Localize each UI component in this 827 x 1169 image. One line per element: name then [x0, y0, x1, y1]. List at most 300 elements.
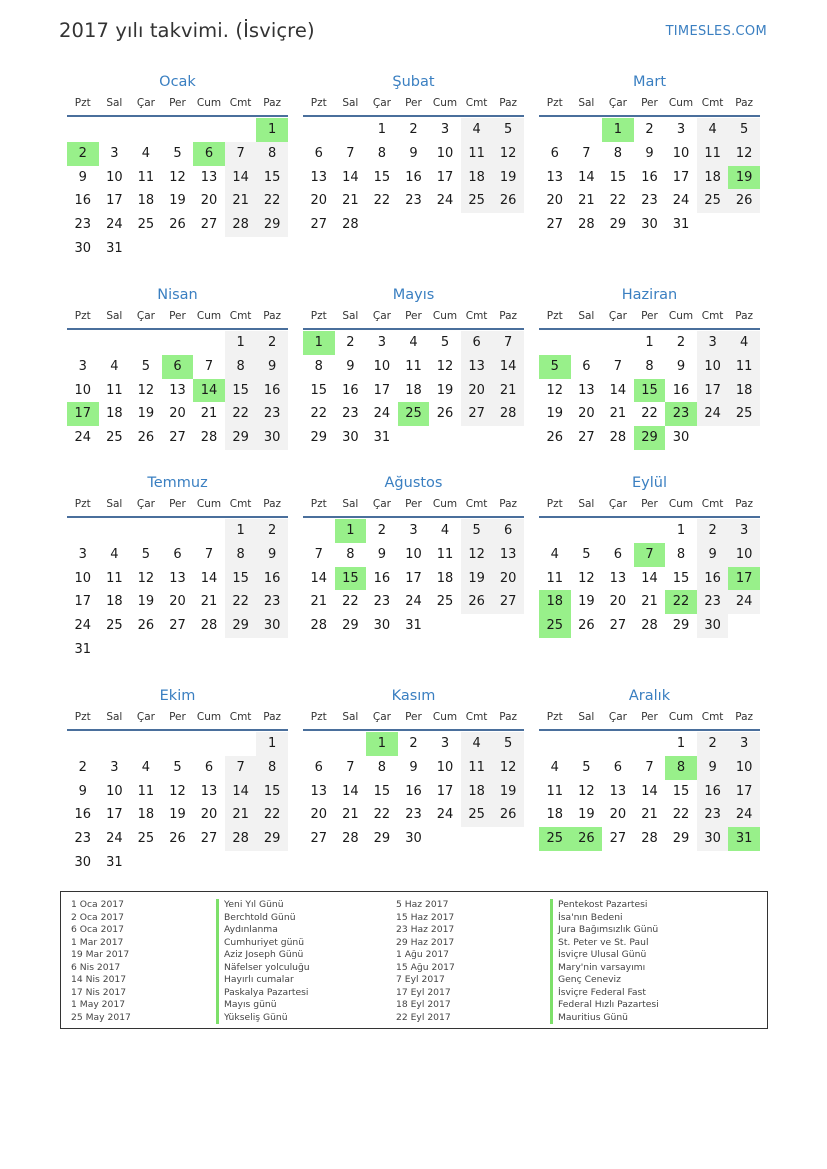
day-cell[interactable]: 28	[200, 430, 218, 446]
day-cell[interactable]: 19	[137, 406, 155, 422]
day-cell[interactable]: 28	[225, 213, 257, 237]
day-cell[interactable]: 14	[342, 169, 359, 185]
day-cell[interactable]: 12	[137, 382, 155, 398]
day-cell[interactable]: 25	[728, 402, 760, 426]
day-cell[interactable]: 13	[200, 783, 218, 799]
day-cell[interactable]: 16	[405, 783, 422, 799]
day-cell[interactable]: 21	[492, 379, 524, 403]
day-cell[interactable]: 19	[137, 594, 155, 610]
day-cell[interactable]: 5	[141, 358, 151, 374]
day-cell[interactable]: 16	[672, 382, 690, 398]
day-cell[interactable]: 2	[409, 736, 418, 751]
day-cell[interactable]: 28	[225, 827, 257, 851]
day-cell[interactable]: 12	[461, 543, 493, 567]
day-cell[interactable]: 11	[697, 142, 729, 166]
day-cell[interactable]: 7	[204, 358, 214, 374]
day-cell[interactable]: 1	[377, 122, 387, 137]
day-cell[interactable]: 24	[697, 402, 729, 426]
day-cell[interactable]: 19	[492, 166, 524, 190]
holiday-day-cell[interactable]: 26	[571, 827, 603, 851]
day-cell[interactable]: 11	[461, 756, 493, 780]
day-cell[interactable]: 26	[137, 618, 155, 634]
day-cell[interactable]: 23	[256, 590, 288, 614]
day-cell[interactable]: 9	[377, 546, 387, 562]
day-cell[interactable]: 7	[204, 546, 214, 562]
day-cell[interactable]: 31	[373, 430, 391, 446]
day-cell[interactable]: 17	[728, 780, 760, 804]
day-cell[interactable]: 30	[256, 614, 288, 638]
day-cell[interactable]: 9	[409, 759, 418, 775]
day-cell[interactable]: 1	[645, 335, 654, 350]
day-cell[interactable]: 12	[492, 142, 524, 166]
day-cell[interactable]: 3	[409, 523, 418, 538]
day-cell[interactable]: 9	[256, 543, 288, 567]
day-cell[interactable]: 27	[578, 430, 595, 446]
day-cell[interactable]: 27	[200, 217, 218, 233]
day-cell[interactable]: 11	[728, 355, 760, 379]
day-cell[interactable]: 23	[405, 193, 422, 209]
day-cell[interactable]: 29	[256, 213, 288, 237]
day-cell[interactable]: 5	[728, 118, 760, 142]
day-cell[interactable]: 15	[609, 169, 627, 185]
holiday-day-cell[interactable]: 2	[67, 142, 99, 166]
day-cell[interactable]: 12	[578, 783, 595, 799]
day-cell[interactable]: 9	[409, 145, 418, 161]
day-cell[interactable]: 29	[609, 217, 627, 233]
day-cell[interactable]: 18	[137, 193, 155, 209]
day-cell[interactable]: 11	[546, 783, 564, 799]
day-cell[interactable]: 31	[106, 240, 123, 256]
day-cell[interactable]: 13	[609, 570, 627, 586]
day-cell[interactable]: 4	[461, 118, 493, 142]
day-cell[interactable]: 21	[310, 594, 328, 610]
day-cell[interactable]: 7	[492, 331, 524, 355]
day-cell[interactable]: 20	[609, 594, 627, 610]
day-cell[interactable]: 16	[641, 169, 658, 185]
day-cell[interactable]: 28	[641, 618, 658, 634]
day-cell[interactable]: 8	[346, 546, 355, 562]
day-cell[interactable]: 12	[169, 169, 186, 185]
day-cell[interactable]: 25	[137, 831, 155, 847]
brand-link[interactable]: TIMESLES.COM	[665, 24, 767, 39]
holiday-day-cell[interactable]: 5	[539, 355, 571, 379]
day-cell[interactable]: 7	[314, 546, 323, 562]
day-cell[interactable]: 26	[169, 217, 186, 233]
day-cell[interactable]: 3	[697, 331, 729, 355]
day-cell[interactable]: 14	[225, 780, 257, 804]
day-cell[interactable]: 11	[137, 169, 155, 185]
day-cell[interactable]: 2	[697, 519, 729, 543]
day-cell[interactable]: 25	[436, 594, 454, 610]
day-cell[interactable]: 10	[728, 543, 760, 567]
day-cell[interactable]: 4	[550, 759, 559, 775]
day-cell[interactable]: 20	[461, 379, 493, 403]
day-cell[interactable]: 24	[405, 594, 422, 610]
day-cell[interactable]: 16	[373, 570, 391, 586]
day-cell[interactable]: 6	[204, 759, 214, 775]
holiday-day-cell[interactable]: 15	[634, 379, 666, 403]
day-cell[interactable]: 7	[346, 759, 355, 775]
day-cell[interactable]: 16	[342, 382, 359, 398]
day-cell[interactable]: 6	[550, 145, 559, 161]
day-cell[interactable]: 21	[641, 807, 658, 823]
holiday-day-cell[interactable]: 6	[193, 142, 225, 166]
day-cell[interactable]: 20	[200, 807, 218, 823]
day-cell[interactable]: 2	[676, 335, 686, 350]
day-cell[interactable]: 30	[697, 827, 729, 851]
day-cell[interactable]: 13	[609, 783, 627, 799]
day-cell[interactable]: 28	[342, 831, 359, 847]
day-cell[interactable]: 9	[78, 169, 87, 185]
day-cell[interactable]: 6	[314, 145, 323, 161]
day-cell[interactable]: 18	[106, 594, 123, 610]
day-cell[interactable]: 27	[169, 430, 186, 446]
day-cell[interactable]: 14	[342, 783, 359, 799]
day-cell[interactable]: 19	[492, 780, 524, 804]
day-cell[interactable]: 18	[728, 379, 760, 403]
day-cell[interactable]: 11	[106, 382, 123, 398]
day-cell[interactable]: 7	[225, 142, 257, 166]
day-cell[interactable]: 19	[169, 807, 186, 823]
day-cell[interactable]: 25	[137, 217, 155, 233]
day-cell[interactable]: 24	[672, 193, 690, 209]
day-cell[interactable]: 19	[436, 382, 454, 398]
day-cell[interactable]: 4	[141, 145, 151, 161]
day-cell[interactable]: 19	[578, 594, 595, 610]
day-cell[interactable]: 18	[137, 807, 155, 823]
day-cell[interactable]: 28	[609, 430, 627, 446]
day-cell[interactable]: 30	[672, 430, 690, 446]
day-cell[interactable]: 22	[641, 406, 658, 422]
holiday-day-cell[interactable]: 1	[602, 118, 634, 142]
holiday-day-cell[interactable]: 1	[256, 118, 288, 142]
holiday-day-cell[interactable]: 18	[539, 590, 571, 614]
day-cell[interactable]: 15	[672, 570, 690, 586]
day-cell[interactable]: 3	[110, 145, 119, 161]
day-cell[interactable]: 26	[461, 590, 493, 614]
day-cell[interactable]: 26	[578, 618, 595, 634]
day-cell[interactable]: 31	[672, 217, 690, 233]
day-cell[interactable]: 5	[492, 732, 524, 756]
day-cell[interactable]: 13	[546, 169, 564, 185]
day-cell[interactable]: 30	[256, 426, 288, 450]
day-cell[interactable]: 2	[409, 122, 418, 137]
day-cell[interactable]: 21	[342, 807, 359, 823]
day-cell[interactable]: 18	[546, 807, 564, 823]
day-cell[interactable]: 14	[578, 169, 595, 185]
day-cell[interactable]: 31	[405, 618, 422, 634]
day-cell[interactable]: 3	[728, 519, 760, 543]
day-cell[interactable]: 18	[461, 166, 493, 190]
holiday-day-cell[interactable]: 17	[728, 567, 760, 591]
day-cell[interactable]: 25	[697, 189, 729, 213]
day-cell[interactable]: 18	[106, 406, 123, 422]
day-cell[interactable]: 13	[310, 169, 328, 185]
day-cell[interactable]: 7	[346, 145, 355, 161]
day-cell[interactable]: 29	[225, 426, 257, 450]
holiday-day-cell[interactable]: 1	[303, 331, 335, 355]
day-cell[interactable]: 9	[645, 145, 654, 161]
day-cell[interactable]: 5	[492, 118, 524, 142]
day-cell[interactable]: 27	[546, 217, 564, 233]
day-cell[interactable]: 3	[728, 732, 760, 756]
day-cell[interactable]: 15	[256, 166, 288, 190]
day-cell[interactable]: 15	[672, 783, 690, 799]
day-cell[interactable]: 17	[405, 570, 422, 586]
day-cell[interactable]: 15	[225, 379, 257, 403]
day-cell[interactable]: 14	[641, 783, 658, 799]
day-cell[interactable]: 24	[106, 217, 123, 233]
day-cell[interactable]: 13	[492, 543, 524, 567]
day-cell[interactable]: 14	[225, 166, 257, 190]
day-cell[interactable]: 12	[169, 783, 186, 799]
day-cell[interactable]: 24	[436, 807, 454, 823]
day-cell[interactable]: 20	[169, 406, 186, 422]
day-cell[interactable]: 10	[373, 358, 391, 374]
day-cell[interactable]: 18	[405, 382, 422, 398]
day-cell[interactable]: 26	[169, 831, 186, 847]
day-cell[interactable]: 6	[314, 759, 323, 775]
day-cell[interactable]: 2	[697, 732, 729, 756]
day-cell[interactable]: 20	[546, 193, 564, 209]
holiday-day-cell[interactable]: 29	[634, 426, 666, 450]
day-cell[interactable]: 29	[256, 827, 288, 851]
day-cell[interactable]: 11	[405, 358, 422, 374]
day-cell[interactable]: 7	[645, 759, 654, 775]
day-cell[interactable]: 22	[373, 807, 391, 823]
day-cell[interactable]: 29	[310, 430, 328, 446]
day-cell[interactable]: 5	[461, 519, 493, 543]
day-cell[interactable]: 11	[436, 546, 454, 562]
day-cell[interactable]: 24	[373, 406, 391, 422]
holiday-day-cell[interactable]: 23	[665, 402, 697, 426]
day-cell[interactable]: 22	[342, 594, 359, 610]
day-cell[interactable]: 27	[461, 402, 493, 426]
day-cell[interactable]: 25	[106, 618, 123, 634]
holiday-day-cell[interactable]: 14	[193, 379, 225, 403]
day-cell[interactable]: 24	[74, 618, 92, 634]
holiday-day-cell[interactable]: 1	[335, 519, 367, 543]
day-cell[interactable]: 28	[342, 217, 359, 233]
day-cell[interactable]: 17	[436, 783, 454, 799]
day-cell[interactable]: 16	[256, 567, 288, 591]
day-cell[interactable]: 27	[492, 590, 524, 614]
day-cell[interactable]: 4	[110, 546, 119, 562]
day-cell[interactable]: 22	[256, 189, 288, 213]
day-cell[interactable]: 22	[310, 406, 328, 422]
day-cell[interactable]: 4	[697, 118, 729, 142]
day-cell[interactable]: 7	[225, 756, 257, 780]
day-cell[interactable]: 23	[697, 590, 729, 614]
day-cell[interactable]: 26	[492, 189, 524, 213]
day-cell[interactable]: 4	[461, 732, 493, 756]
day-cell[interactable]: 28	[310, 618, 328, 634]
day-cell[interactable]: 3	[78, 546, 87, 562]
day-cell[interactable]: 24	[436, 193, 454, 209]
day-cell[interactable]: 10	[74, 382, 92, 398]
day-cell[interactable]: 20	[169, 594, 186, 610]
day-cell[interactable]: 22	[225, 402, 257, 426]
day-cell[interactable]: 16	[74, 193, 92, 209]
holiday-day-cell[interactable]: 19	[728, 166, 760, 190]
day-cell[interactable]: 22	[672, 807, 690, 823]
day-cell[interactable]: 3	[676, 122, 686, 137]
holiday-day-cell[interactable]: 25	[539, 614, 571, 638]
day-cell[interactable]: 18	[436, 570, 454, 586]
day-cell[interactable]: 23	[373, 594, 391, 610]
day-cell[interactable]: 7	[582, 145, 591, 161]
day-cell[interactable]: 8	[377, 759, 387, 775]
day-cell[interactable]: 21	[200, 594, 218, 610]
day-cell[interactable]: 14	[200, 570, 218, 586]
day-cell[interactable]: 8	[256, 756, 288, 780]
day-cell[interactable]: 2	[78, 759, 87, 775]
holiday-day-cell[interactable]: 7	[634, 543, 666, 567]
day-cell[interactable]: 9	[346, 358, 355, 374]
day-cell[interactable]: 3	[440, 122, 450, 137]
day-cell[interactable]: 3	[377, 335, 387, 350]
day-cell[interactable]: 26	[492, 803, 524, 827]
day-cell[interactable]: 3	[440, 736, 450, 751]
day-cell[interactable]: 17	[373, 382, 391, 398]
day-cell[interactable]: 21	[225, 189, 257, 213]
day-cell[interactable]: 9	[697, 543, 729, 567]
day-cell[interactable]: 30	[74, 240, 92, 256]
day-cell[interactable]: 26	[137, 430, 155, 446]
day-cell[interactable]: 17	[106, 807, 123, 823]
day-cell[interactable]: 24	[74, 430, 92, 446]
day-cell[interactable]: 11	[546, 570, 564, 586]
holiday-day-cell[interactable]: 25	[539, 827, 571, 851]
day-cell[interactable]: 5	[582, 759, 591, 775]
day-cell[interactable]: 6	[173, 546, 182, 562]
day-cell[interactable]: 21	[342, 193, 359, 209]
day-cell[interactable]: 23	[405, 807, 422, 823]
day-cell[interactable]: 15	[310, 382, 328, 398]
day-cell[interactable]: 10	[436, 145, 454, 161]
day-cell[interactable]: 6	[492, 519, 524, 543]
day-cell[interactable]: 20	[609, 807, 627, 823]
day-cell[interactable]: 4	[440, 523, 450, 538]
holiday-day-cell[interactable]: 15	[335, 567, 367, 591]
day-cell[interactable]: 10	[672, 145, 690, 161]
day-cell[interactable]: 2	[256, 331, 288, 355]
day-cell[interactable]: 9	[676, 358, 686, 374]
day-cell[interactable]: 27	[609, 831, 627, 847]
day-cell[interactable]: 23	[342, 406, 359, 422]
day-cell[interactable]: 20	[310, 807, 328, 823]
day-cell[interactable]: 30	[74, 854, 92, 870]
day-cell[interactable]: 15	[256, 780, 288, 804]
day-cell[interactable]: 4	[728, 331, 760, 355]
day-cell[interactable]: 26	[436, 406, 454, 422]
day-cell[interactable]: 2	[256, 519, 288, 543]
day-cell[interactable]: 5	[173, 759, 182, 775]
day-cell[interactable]: 20	[310, 193, 328, 209]
day-cell[interactable]: 25	[461, 803, 493, 827]
day-cell[interactable]: 16	[697, 780, 729, 804]
day-cell[interactable]: 8	[225, 355, 257, 379]
day-cell[interactable]: 10	[74, 570, 92, 586]
day-cell[interactable]: 17	[436, 169, 454, 185]
day-cell[interactable]: 6	[461, 331, 493, 355]
day-cell[interactable]: 23	[74, 831, 92, 847]
holiday-day-cell[interactable]: 1	[366, 732, 398, 756]
day-cell[interactable]: 10	[728, 756, 760, 780]
day-cell[interactable]: 10	[405, 546, 422, 562]
day-cell[interactable]: 15	[373, 169, 391, 185]
day-cell[interactable]: 12	[492, 756, 524, 780]
day-cell[interactable]: 4	[141, 759, 151, 775]
day-cell[interactable]: 14	[310, 570, 328, 586]
day-cell[interactable]: 10	[436, 759, 454, 775]
day-cell[interactable]: 5	[582, 546, 591, 562]
day-cell[interactable]: 9	[256, 355, 288, 379]
day-cell[interactable]: 30	[697, 614, 729, 638]
day-cell[interactable]: 2	[645, 122, 654, 137]
day-cell[interactable]: 8	[314, 358, 323, 374]
day-cell[interactable]: 4	[409, 335, 418, 350]
day-cell[interactable]: 11	[461, 142, 493, 166]
day-cell[interactable]: 12	[728, 142, 760, 166]
day-cell[interactable]: 26	[546, 430, 564, 446]
day-cell[interactable]: 15	[373, 783, 391, 799]
day-cell[interactable]: 7	[613, 358, 623, 374]
day-cell[interactable]: 8	[613, 145, 623, 161]
day-cell[interactable]: 29	[672, 618, 690, 634]
day-cell[interactable]: 13	[461, 355, 493, 379]
day-cell[interactable]: 23	[697, 803, 729, 827]
day-cell[interactable]: 16	[697, 567, 729, 591]
day-cell[interactable]: 29	[373, 831, 391, 847]
day-cell[interactable]: 13	[169, 570, 186, 586]
day-cell[interactable]: 18	[461, 780, 493, 804]
day-cell[interactable]: 21	[609, 406, 627, 422]
holiday-day-cell[interactable]: 31	[728, 827, 760, 851]
day-cell[interactable]: 3	[78, 358, 87, 374]
day-cell[interactable]: 9	[697, 756, 729, 780]
day-cell[interactable]: 21	[641, 594, 658, 610]
day-cell[interactable]: 6	[613, 546, 623, 562]
holiday-day-cell[interactable]: 22	[665, 590, 697, 614]
day-cell[interactable]: 17	[697, 379, 729, 403]
day-cell[interactable]: 29	[225, 614, 257, 638]
day-cell[interactable]: 8	[225, 543, 257, 567]
day-cell[interactable]: 15	[225, 567, 257, 591]
day-cell[interactable]: 27	[169, 618, 186, 634]
day-cell[interactable]: 10	[697, 355, 729, 379]
day-cell[interactable]: 23	[256, 402, 288, 426]
holiday-day-cell[interactable]: 6	[162, 355, 194, 379]
day-cell[interactable]: 17	[672, 169, 690, 185]
day-cell[interactable]: 19	[169, 193, 186, 209]
day-cell[interactable]: 27	[200, 831, 218, 847]
day-cell[interactable]: 1	[676, 523, 686, 538]
day-cell[interactable]: 30	[342, 430, 359, 446]
day-cell[interactable]: 22	[609, 193, 627, 209]
day-cell[interactable]: 21	[200, 406, 218, 422]
day-cell[interactable]: 5	[173, 145, 182, 161]
day-cell[interactable]: 20	[200, 193, 218, 209]
day-cell[interactable]: 8	[377, 145, 387, 161]
day-cell[interactable]: 24	[728, 803, 760, 827]
day-cell[interactable]: 28	[492, 402, 524, 426]
day-cell[interactable]: 28	[641, 831, 658, 847]
day-cell[interactable]: 30	[405, 831, 422, 847]
day-cell[interactable]: 18	[697, 166, 729, 190]
day-cell[interactable]: 14	[641, 570, 658, 586]
day-cell[interactable]: 2	[377, 523, 387, 538]
